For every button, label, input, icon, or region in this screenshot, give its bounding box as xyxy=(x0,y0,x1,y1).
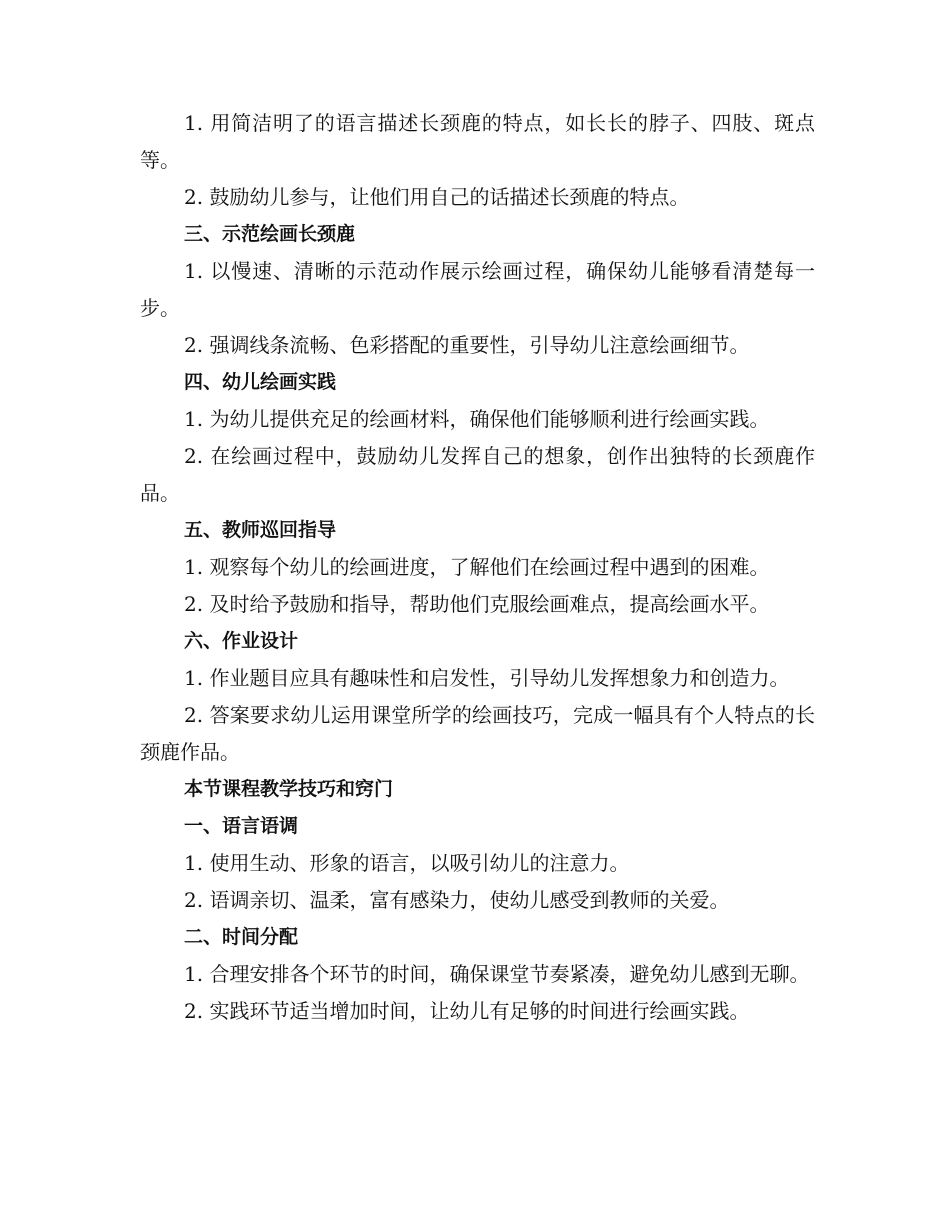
paragraph: 1. 作业题目应具有趣味性和启发性，引导幼儿发挥想象力和创造力。 xyxy=(184,666,790,690)
paragraph: 2. 语调亲切、温柔，富有感染力，使幼儿感受到教师的关爱。 xyxy=(184,888,730,912)
section-heading: 三、示范绘画长颈鹿 xyxy=(184,223,356,245)
paragraph: 1. 用简洁明了的语言描述长颈鹿的特点，如长长的脖子、四肢、斑点等。 xyxy=(140,111,815,172)
paragraph: 2. 鼓励幼儿参与，让他们用自己的话描述长颈鹿的特点。 xyxy=(184,185,690,209)
paragraph: 1. 观察每个幼儿的绘画进度，了解他们在绘画过程中遇到的困难。 xyxy=(184,555,770,579)
section-heading: 六、作业设计 xyxy=(184,630,299,652)
paragraph: 2. 答案要求幼儿运用课堂所学的绘画技巧，完成一幅具有个人特点的长颈鹿作品。 xyxy=(140,703,815,764)
section-heading: 五、教师巡回指导 xyxy=(184,519,337,541)
section-heading: 一、语言语调 xyxy=(184,815,299,837)
paragraph: 2. 及时给予鼓励和指导，帮助他们克服绘画难点，提高绘画水平。 xyxy=(184,592,770,616)
section-heading: 四、幼儿绘画实践 xyxy=(184,371,337,393)
paragraph: 1. 以慢速、清晰的示范动作展示绘画过程，确保幼儿能够看清楚每一步。 xyxy=(140,259,815,320)
paragraph: 2. 在绘画过程中，鼓励幼儿发挥自己的想象，创作出独特的长颈鹿作品。 xyxy=(140,444,815,505)
section-title: 本节课程教学技巧和窍门 xyxy=(184,778,394,800)
paragraph: 2. 实践环节适当增加时间，让幼儿有足够的时间进行绘画实践。 xyxy=(184,999,750,1023)
document-body xyxy=(140,105,815,1030)
paragraph: 1. 合理安排各个环节的时间，确保课堂节奏紧凑，避免幼儿感到无聊。 xyxy=(184,962,810,986)
paragraph: 2. 强调线条流畅、色彩搭配的重要性，引导幼儿注意绘画细节。 xyxy=(184,333,750,357)
paragraph: 1. 使用生动、形象的语言，以吸引幼儿的注意力。 xyxy=(184,851,630,875)
section-heading: 二、时间分配 xyxy=(184,926,299,948)
paragraph: 1. 为幼儿提供充足的绘画材料，确保他们能够顺利进行绘画实践。 xyxy=(184,407,770,431)
